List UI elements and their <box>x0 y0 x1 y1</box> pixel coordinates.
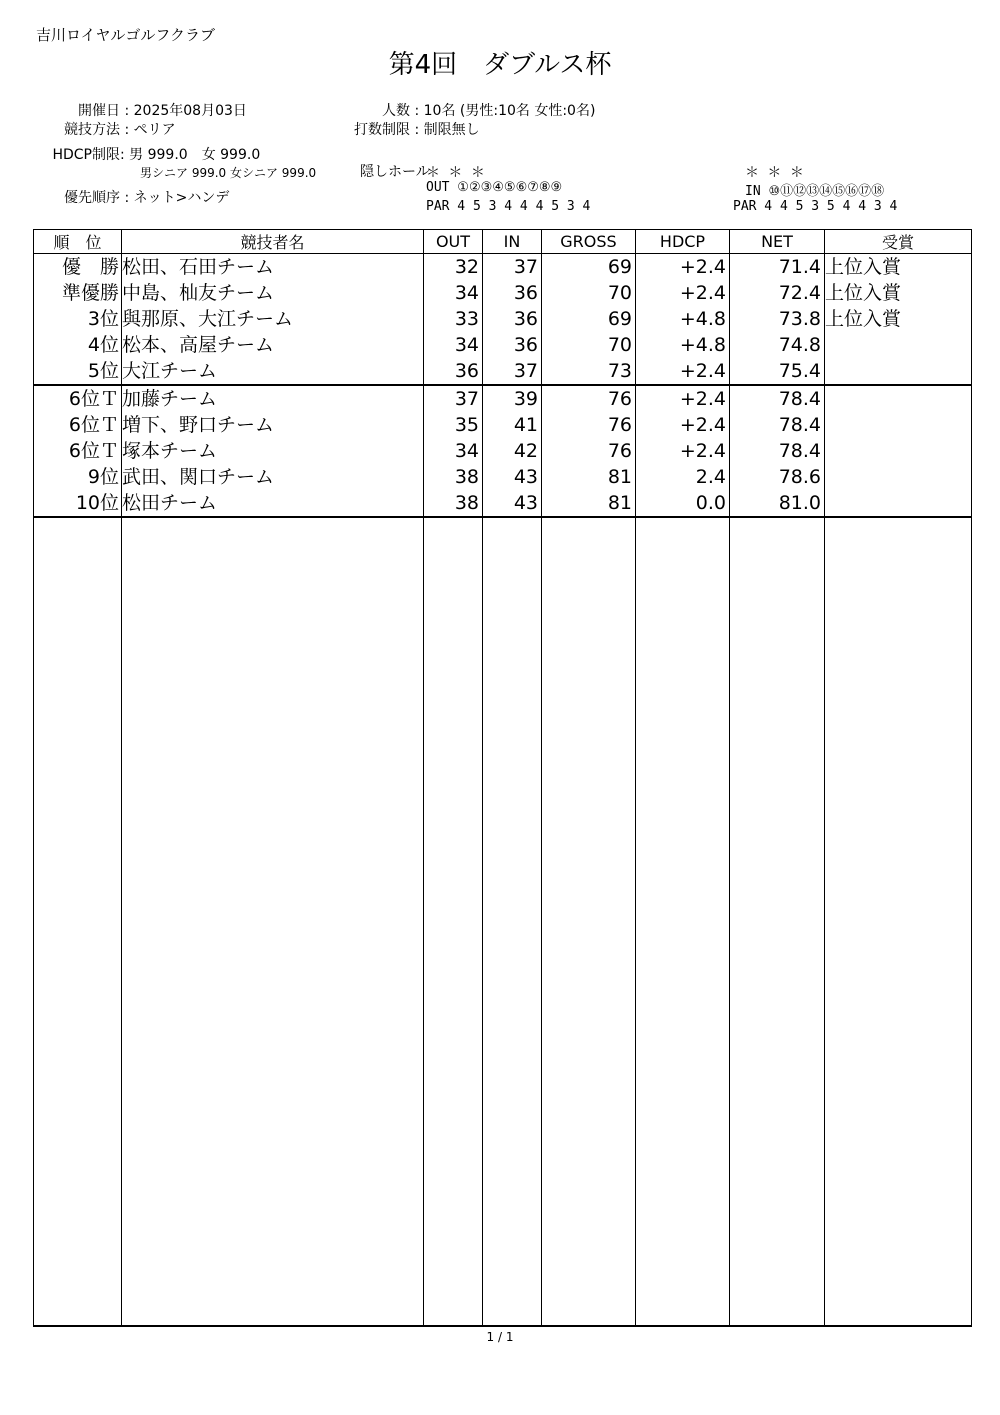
out-cell: 38 <box>424 464 483 490</box>
table-row <box>34 280 972 306</box>
net-cell: 78.4 <box>730 438 825 464</box>
rank-cell: 優 勝 <box>34 254 122 281</box>
award-cell <box>825 385 972 412</box>
award-cell: 上位入賞 <box>825 280 972 306</box>
in-cell: 43 <box>483 490 542 517</box>
net-cell: 81.0 <box>730 490 825 517</box>
hdcp-cell: +4.8 <box>636 306 730 332</box>
net-cell: 78.6 <box>730 464 825 490</box>
limit-label: 打数制限 <box>354 122 410 138</box>
header-hdcp: HDCP <box>636 230 730 254</box>
hdcp-cell: +2.4 <box>636 412 730 438</box>
hdcp-line2: 男シニア 999.0 女シニア 999.0 <box>140 166 317 180</box>
method-label: 競技方法 <box>64 122 120 138</box>
in-cell: 39 <box>483 385 542 412</box>
net-cell: 78.4 <box>730 412 825 438</box>
hidden-holes-label: 隠しホール <box>360 164 430 180</box>
out-hidden-stars: ＊ ＊ ＊ <box>426 165 485 181</box>
rank-cell: 6位Ｔ <box>34 412 122 438</box>
empty-cell <box>636 517 730 1326</box>
out-cell: 35 <box>424 412 483 438</box>
hdcp-cell: +2.4 <box>636 280 730 306</box>
table-row <box>34 412 972 438</box>
in-cell: 36 <box>483 280 542 306</box>
award-cell <box>825 358 972 385</box>
name-cell: 武田、関口チーム <box>122 464 424 490</box>
priority-value: ネット>ハンデ <box>133 190 230 206</box>
name-cell: 與那原、大江チーム <box>122 306 424 332</box>
award-cell <box>825 412 972 438</box>
name-cell: 松本、高屋チーム <box>122 332 424 358</box>
date-label: 開催日 <box>78 103 120 119</box>
table-row <box>34 306 972 332</box>
net-cell: 78.4 <box>730 385 825 412</box>
net-cell: 71.4 <box>730 254 825 281</box>
rank-cell: 5位 <box>34 358 122 385</box>
out-cell: 38 <box>424 490 483 517</box>
results-table <box>33 229 972 1327</box>
hdcp-cell: +4.8 <box>636 332 730 358</box>
out-cell: 33 <box>424 306 483 332</box>
name-cell: 加藤チーム <box>122 385 424 412</box>
table-row <box>34 254 972 281</box>
priority-label: 優先順序 <box>64 190 120 206</box>
header-gross: GROSS <box>542 230 636 254</box>
hdcp-cell: +2.4 <box>636 438 730 464</box>
header-net: NET <box>730 230 825 254</box>
out-hole-numbers: OUT ①②③④⑤⑥⑦⑧⑨ <box>426 180 563 195</box>
in-cell: 37 <box>483 254 542 281</box>
in-cell: 42 <box>483 438 542 464</box>
net-cell: 75.4 <box>730 358 825 385</box>
name-cell: 大江チーム <box>122 358 424 385</box>
rank-cell: 3位 <box>34 306 122 332</box>
in-cell: 36 <box>483 332 542 358</box>
method-value: ペリア <box>133 122 176 138</box>
hdcp-cell: 0.0 <box>636 490 730 517</box>
out-cell: 34 <box>424 438 483 464</box>
out-cell: 34 <box>424 332 483 358</box>
empty-cell <box>730 517 825 1326</box>
in-cell: 37 <box>483 358 542 385</box>
empty-cell <box>122 517 424 1326</box>
table-row <box>34 490 972 517</box>
limit-value: 制限無し <box>423 122 480 138</box>
club-name: 吉川ロイヤルゴルフクラブ <box>36 26 215 44</box>
rank-cell: 6位Ｔ <box>34 385 122 412</box>
empty-area <box>34 517 972 1326</box>
award-cell <box>825 438 972 464</box>
rank-cell: 4位 <box>34 332 122 358</box>
table-row <box>34 358 972 385</box>
header-award: 受賞 <box>825 230 972 254</box>
gross-cell: 76 <box>542 385 636 412</box>
in-cell: 41 <box>483 412 542 438</box>
empty-cell <box>542 517 636 1326</box>
date-value: 2025年08月03日 <box>133 103 247 119</box>
out-cell: 34 <box>424 280 483 306</box>
gross-cell: 69 <box>542 254 636 281</box>
hdcp-row: HDCP制限: 男 999.0 女 999.0 <box>40 146 260 164</box>
award-cell: 上位入賞 <box>825 306 972 332</box>
count-value: 10名 (男性:10名 女性:0名) <box>423 103 596 119</box>
net-cell: 72.4 <box>730 280 825 306</box>
out-cell: 32 <box>424 254 483 281</box>
page-number: 1 / 1 <box>486 1330 514 1344</box>
hdcp-cell: +2.4 <box>636 254 730 281</box>
gross-cell: 76 <box>542 412 636 438</box>
header-in: IN <box>483 230 542 254</box>
name-cell: 松田チーム <box>122 490 424 517</box>
name-cell: 中島、杣友チーム <box>122 280 424 306</box>
name-cell: 松田、石田チーム <box>122 254 424 281</box>
name-cell: 増下、野口チーム <box>122 412 424 438</box>
gross-cell: 73 <box>542 358 636 385</box>
table-row <box>34 438 972 464</box>
hdcp-cell: 2.4 <box>636 464 730 490</box>
in-hidden-stars: ＊ ＊ ＊ <box>745 165 804 181</box>
count-row: 人数 : 10名 (男性:10名 女性:0名) <box>330 102 595 120</box>
rank-cell: 準優勝 <box>34 280 122 306</box>
out-par-row: PAR 4 5 3 4 4 4 5 3 4 <box>426 199 591 214</box>
name-cell: 塚本チーム <box>122 438 424 464</box>
date-row: 開催日 : 2025年08月03日 <box>40 102 247 120</box>
gross-cell: 69 <box>542 306 636 332</box>
gross-cell: 70 <box>542 280 636 306</box>
award-cell: 上位入賞 <box>825 254 972 281</box>
table-row <box>34 332 972 358</box>
out-cell: 36 <box>424 358 483 385</box>
header-name: 競技者名 <box>122 230 424 254</box>
hdcp-line1: 男 999.0 女 999.0 <box>129 147 261 163</box>
header-out: OUT <box>424 230 483 254</box>
rank-cell: 10位 <box>34 490 122 517</box>
count-label: 人数 <box>382 103 410 119</box>
award-cell <box>825 490 972 517</box>
rank-cell: 6位Ｔ <box>34 438 122 464</box>
hdcp-label: HDCP制限 <box>52 147 120 163</box>
empty-cell <box>825 517 972 1326</box>
limit-row: 打数制限 : 制限無し <box>330 121 480 139</box>
out-cell: 37 <box>424 385 483 412</box>
rank-cell: 9位 <box>34 464 122 490</box>
hdcp-cell: +2.4 <box>636 358 730 385</box>
in-hole-numbers: IN ⑩⑪⑫⑬⑭⑮⑯⑰⑱ <box>745 184 885 199</box>
gross-cell: 81 <box>542 490 636 517</box>
header-rank: 順 位 <box>34 230 122 254</box>
in-cell: 36 <box>483 306 542 332</box>
gross-cell: 81 <box>542 464 636 490</box>
empty-cell <box>483 517 542 1326</box>
award-cell <box>825 464 972 490</box>
empty-cell <box>424 517 483 1326</box>
in-par-row: PAR 4 4 5 3 5 4 4 3 4 <box>733 199 898 214</box>
method-row: 競技方法 : ペリア <box>40 121 176 139</box>
hdcp-cell: +2.4 <box>636 385 730 412</box>
net-cell: 74.8 <box>730 332 825 358</box>
priority-row: 優先順序 : ネット>ハンデ <box>40 189 229 207</box>
award-cell <box>825 332 972 358</box>
table-header <box>34 230 972 254</box>
in-cell: 43 <box>483 464 542 490</box>
gross-cell: 70 <box>542 332 636 358</box>
net-cell: 73.8 <box>730 306 825 332</box>
table-row <box>34 385 972 412</box>
empty-cell <box>34 517 122 1326</box>
page-title: 第4回 ダブルス杯 <box>388 50 612 80</box>
gross-cell: 76 <box>542 438 636 464</box>
table-row <box>34 464 972 490</box>
